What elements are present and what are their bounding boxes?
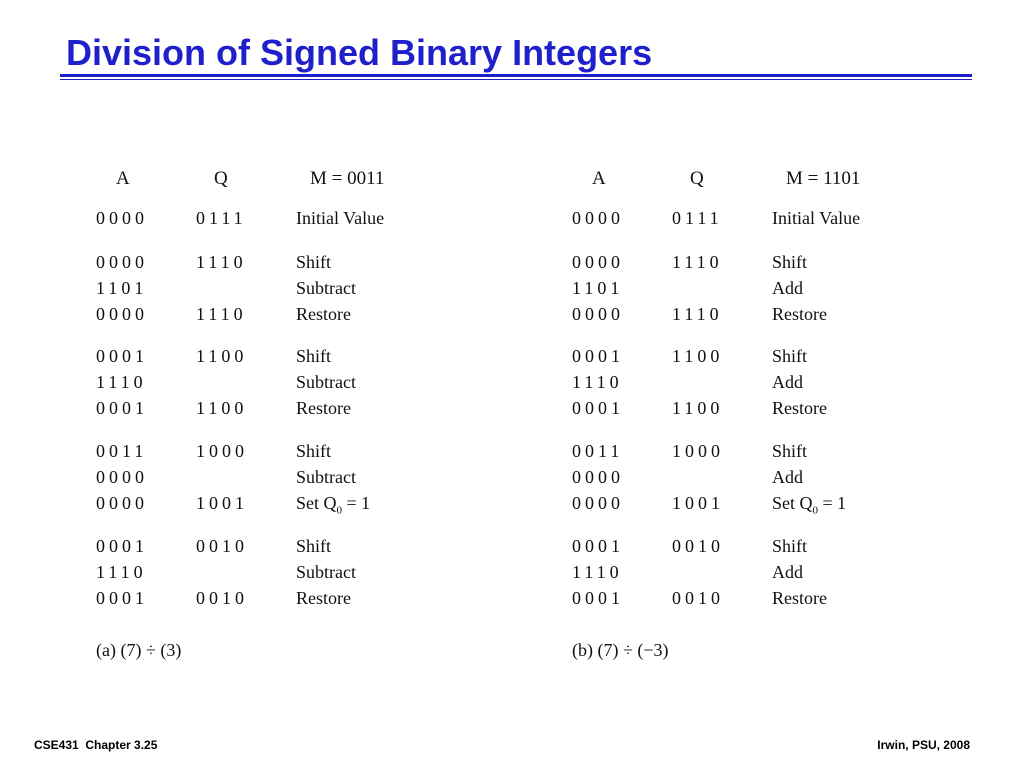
operation-text: Add [772,372,803,392]
operation-label [296,441,331,462]
operation-text: Subtract [296,562,356,582]
register-a-value: 1110 [572,562,623,582]
register-q-value: 1000 [672,441,724,461]
register-a-value: 1110 [572,372,623,392]
register-q-value: 0010 [672,536,724,556]
operation-text: Set Q [296,493,337,513]
operation-label [772,562,803,583]
register-q-value: 0111 [672,208,723,228]
register-a-value: 0000 [572,493,624,513]
header-a: A [592,168,606,189]
operation-label [296,278,356,299]
operation-text: Add [772,467,803,487]
register-a-value: 0001 [572,536,624,556]
operation-label [772,304,827,325]
register-a-value: 0000 [96,208,148,228]
footer-author: Irwin, PSU, 2008 [877,738,970,752]
slide-title: Division of Signed Binary Integers [66,32,653,73]
register-a-value: 0000 [96,467,148,487]
operation-label [296,398,351,419]
operation-subscript: 0 [336,504,342,517]
register-a-value: 0000 [572,252,624,272]
register-a-value: 0000 [96,493,148,513]
register-q-value: 1100 [196,346,248,366]
footer-course: CSE431 Chapter 3.25 [34,738,158,752]
operation-text: Shift [772,441,808,461]
operation-text: Initial Value [296,208,385,228]
register-q-value: 0010 [196,588,248,608]
header-q: Q [214,168,228,189]
operation-text: Shift [772,536,808,556]
register-q-value: 1110 [672,252,723,272]
operation-text: Shift [296,252,332,272]
operation-text: Set Q [772,493,813,513]
register-a-value: 0001 [96,346,148,366]
header-q: Q [690,168,704,189]
operation-text: Restore [296,588,351,608]
register-a-value: 0000 [572,467,624,487]
header-m: M = 1101 [786,168,861,189]
register-q-value: 0010 [196,536,248,556]
header-m: M = 0011 [310,168,385,189]
register-q-value: 1110 [196,252,247,272]
register-q-value: 1110 [672,304,723,324]
register-q-value: 0111 [196,208,247,228]
register-q-value: 1001 [196,493,248,513]
register-q-value: 1110 [196,304,247,324]
table-caption: (a) (7) ÷ (3) [96,640,182,660]
operation-suffix: = 1 [818,493,847,513]
register-a-value: 1101 [96,278,148,298]
operation-label [772,278,803,299]
operation-text: Restore [772,304,827,324]
register-a-value: 0001 [572,588,624,608]
operation-label [772,588,827,609]
register-a-value: 1101 [572,278,624,298]
register-a-value: 0000 [572,208,624,228]
operation-text: Shift [772,252,808,272]
operation-text: Subtract [296,372,356,392]
register-a-value: 0001 [96,536,148,556]
operation-label [772,252,807,273]
operation-label [296,467,356,488]
register-a-value: 0001 [96,588,148,608]
table-caption: (b) (7) ÷ (−3) [572,640,669,660]
register-a-value: 0000 [96,252,148,272]
register-a-value: 0001 [572,346,624,366]
operation-text: Subtract [296,467,356,487]
operation-text: Restore [296,398,351,418]
operation-label [296,208,384,229]
operation-text: Shift [296,536,332,556]
register-a-value: 0000 [96,304,148,324]
operation-label [296,588,351,609]
operation-label [296,536,331,557]
operation-subscript: 0 [812,504,818,517]
operation-text: Shift [296,346,332,366]
operation-label [296,493,370,517]
operation-text: Shift [296,441,332,461]
operation-label [296,252,331,273]
operation-suffix: = 1 [342,493,371,513]
operation-label [772,398,827,419]
operation-text: Restore [296,304,351,324]
operation-text: Restore [772,588,827,608]
operation-label [772,346,807,367]
register-a-value: 0000 [572,304,624,324]
operation-label [772,536,807,557]
register-a-value: 0001 [572,398,624,418]
operation-label [772,441,807,462]
header-a: A [116,168,130,189]
register-q-value: 1001 [672,493,724,513]
title-underline [60,74,972,77]
title-underline-thin [60,79,972,80]
operation-text: Restore [772,398,827,418]
operation-text: Initial Value [772,208,861,228]
register-a-value: 1110 [96,562,147,582]
operation-label [772,208,860,229]
operation-label [296,562,356,583]
register-q-value: 1100 [196,398,248,418]
operation-text: Subtract [296,278,356,298]
register-q-value: 0010 [672,588,724,608]
register-a-value: 0011 [572,441,624,461]
operation-label [772,372,803,393]
operation-label [296,304,351,325]
register-a-value: 0001 [96,398,148,418]
operation-text: Shift [772,346,808,366]
register-q-value: 1100 [672,398,724,418]
operation-label [296,346,331,367]
operation-text: Add [772,562,803,582]
register-a-value: 1110 [96,372,147,392]
operation-label [772,493,846,517]
operation-label [772,467,803,488]
operation-label [296,372,356,393]
register-q-value: 1000 [196,441,248,461]
register-a-value: 0011 [96,441,148,461]
register-q-value: 1100 [672,346,724,366]
operation-text: Add [772,278,803,298]
